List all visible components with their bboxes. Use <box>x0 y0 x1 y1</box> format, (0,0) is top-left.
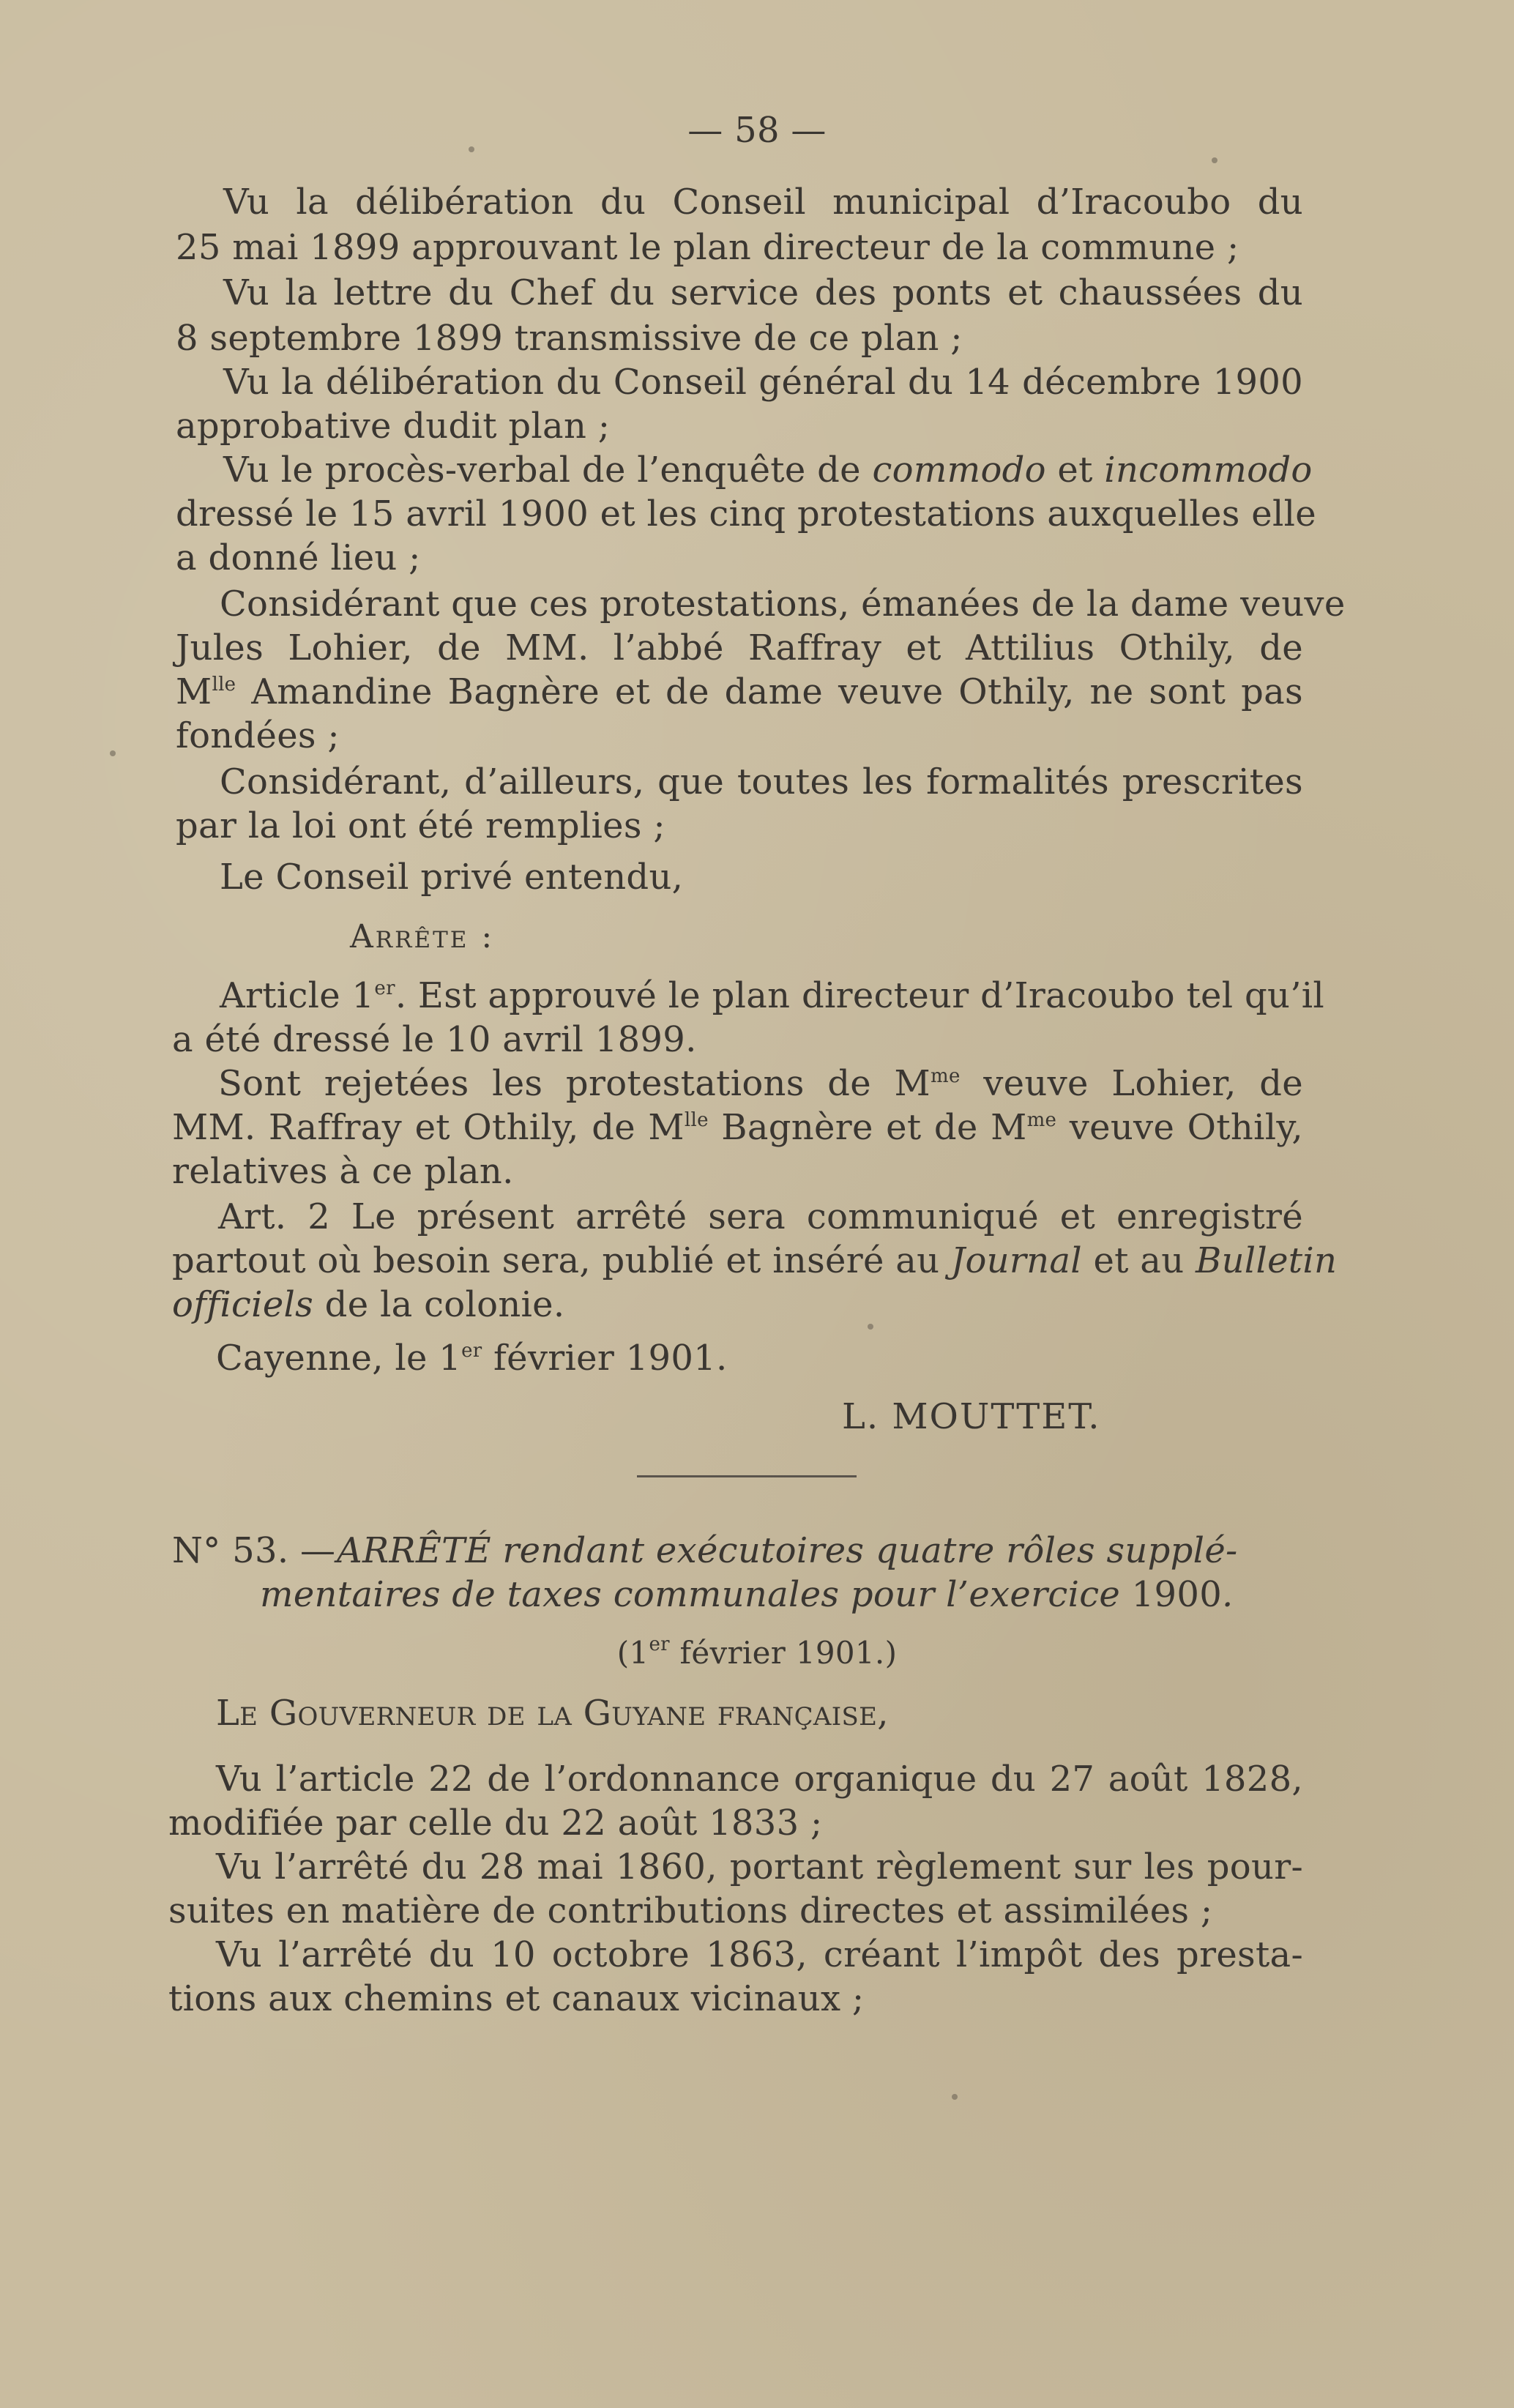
text-line: Vu l’article 22 de l’ordonnance organique du 27 août 1828, <box>216 1759 1303 1800</box>
decree-number: N° 53. — <box>172 1530 336 1571</box>
text-line: suites en matière de contributions directes et assimilées ; <box>168 1890 1213 1931</box>
text-line: a été dressé le 10 avril 1899. <box>172 1019 697 1060</box>
text-line: a donné lieu ; <box>176 537 421 578</box>
decree-date: (1er février 1901.) <box>616 1633 898 1671</box>
scan-speck <box>1212 157 1217 163</box>
text-line: Considérant que ces protestations, émanées de la dame veuve <box>220 584 1346 625</box>
scan-speck <box>952 2094 958 2100</box>
page-number: — 58 — <box>687 110 827 151</box>
decree-title-line: ARRÊTÉ rendant exécutoires quatre rôles supplé- <box>337 1530 1238 1571</box>
text-line: fondées ; <box>176 715 340 756</box>
decree-title-line: mentaires de taxes communales pour l’exercice 1900. <box>260 1574 1234 1615</box>
text-line: Vu l’arrêté du 10 octobre 1863, créant l’impôt des presta- <box>216 1934 1303 1975</box>
text-line: 25 mai 1899 approuvant le plan directeur de la commune ; <box>176 227 1239 268</box>
text-line: Vu le procès-verbal de l’enquête de commodo et incommodo <box>223 450 1313 491</box>
text-line: Vu la délibération du Conseil municipal d’Iracoubo du <box>223 182 1303 223</box>
signature: L. MOUTTET. <box>842 1396 1101 1437</box>
text-line: Vu la délibération du Conseil général du 14 décembre 1900 <box>223 362 1303 403</box>
scan-speck <box>868 1324 873 1330</box>
text-line: modifiée par celle du 22 août 1833 ; <box>168 1803 823 1844</box>
scan-speck <box>110 750 116 756</box>
text-line: Vu la lettre du Chef du service des ponts et chaussées du <box>223 272 1303 313</box>
text-line: dressé le 15 avril 1900 et les cinq protestations auxquelles elle <box>176 493 1316 534</box>
text-line: Vu l’arrêté du 28 mai 1860, portant règlement sur les pour- <box>216 1846 1303 1887</box>
place-date: Cayenne, le 1er février 1901. <box>216 1338 728 1379</box>
text-line: $M^{lle}$ Amandine Bagnère et de dame veuve Othily, ne sont pas <box>176 671 1303 712</box>
text-line: relatives à ce plan. <box>172 1151 514 1192</box>
text-line: Considérant, d’ailleurs, que toutes les formalités prescrites <box>220 761 1303 802</box>
arrete-heading: Arrête : <box>350 918 495 955</box>
governor-heading: Le Gouverneur de la Guyane française, <box>216 1693 889 1734</box>
text-line: MM. Raffray et Othily, de $M^{lle}$ Bagnère et de $M^{me}$ veuve Othily, <box>172 1107 1303 1148</box>
scan-speck <box>469 146 474 152</box>
text-line: Article 1er. Est approuvé le plan directeur d’Iracoubo tel qu’il <box>220 975 1325 1016</box>
text-line: partout où besoin sera, publié et inséré au Journal et au Bulletin <box>172 1240 1338 1281</box>
text-line: Sont rejetées les protestations de $M^{me}$ veuve Lohier, de <box>218 1063 1304 1104</box>
text-line: officiels de la colonie. <box>172 1284 565 1325</box>
section-divider <box>637 1475 857 1477</box>
text-line: par la loi ont été remplies ; <box>176 805 665 846</box>
text-line: tions aux chemins et canaux vicinaux ; <box>168 1978 865 2019</box>
text-line: Art. 2 Le présent arrêté sera communiqué et enregistré <box>218 1196 1303 1237</box>
text-line: approbative dudit plan ; <box>176 406 611 447</box>
text-line: Le Conseil privé entendu, <box>220 857 684 898</box>
text-line: Jules Lohier, de MM. l’abbé Raffray et Attilius Othily, de <box>176 627 1303 668</box>
text-line: 8 septembre 1899 transmissive de ce plan ; <box>176 318 963 359</box>
